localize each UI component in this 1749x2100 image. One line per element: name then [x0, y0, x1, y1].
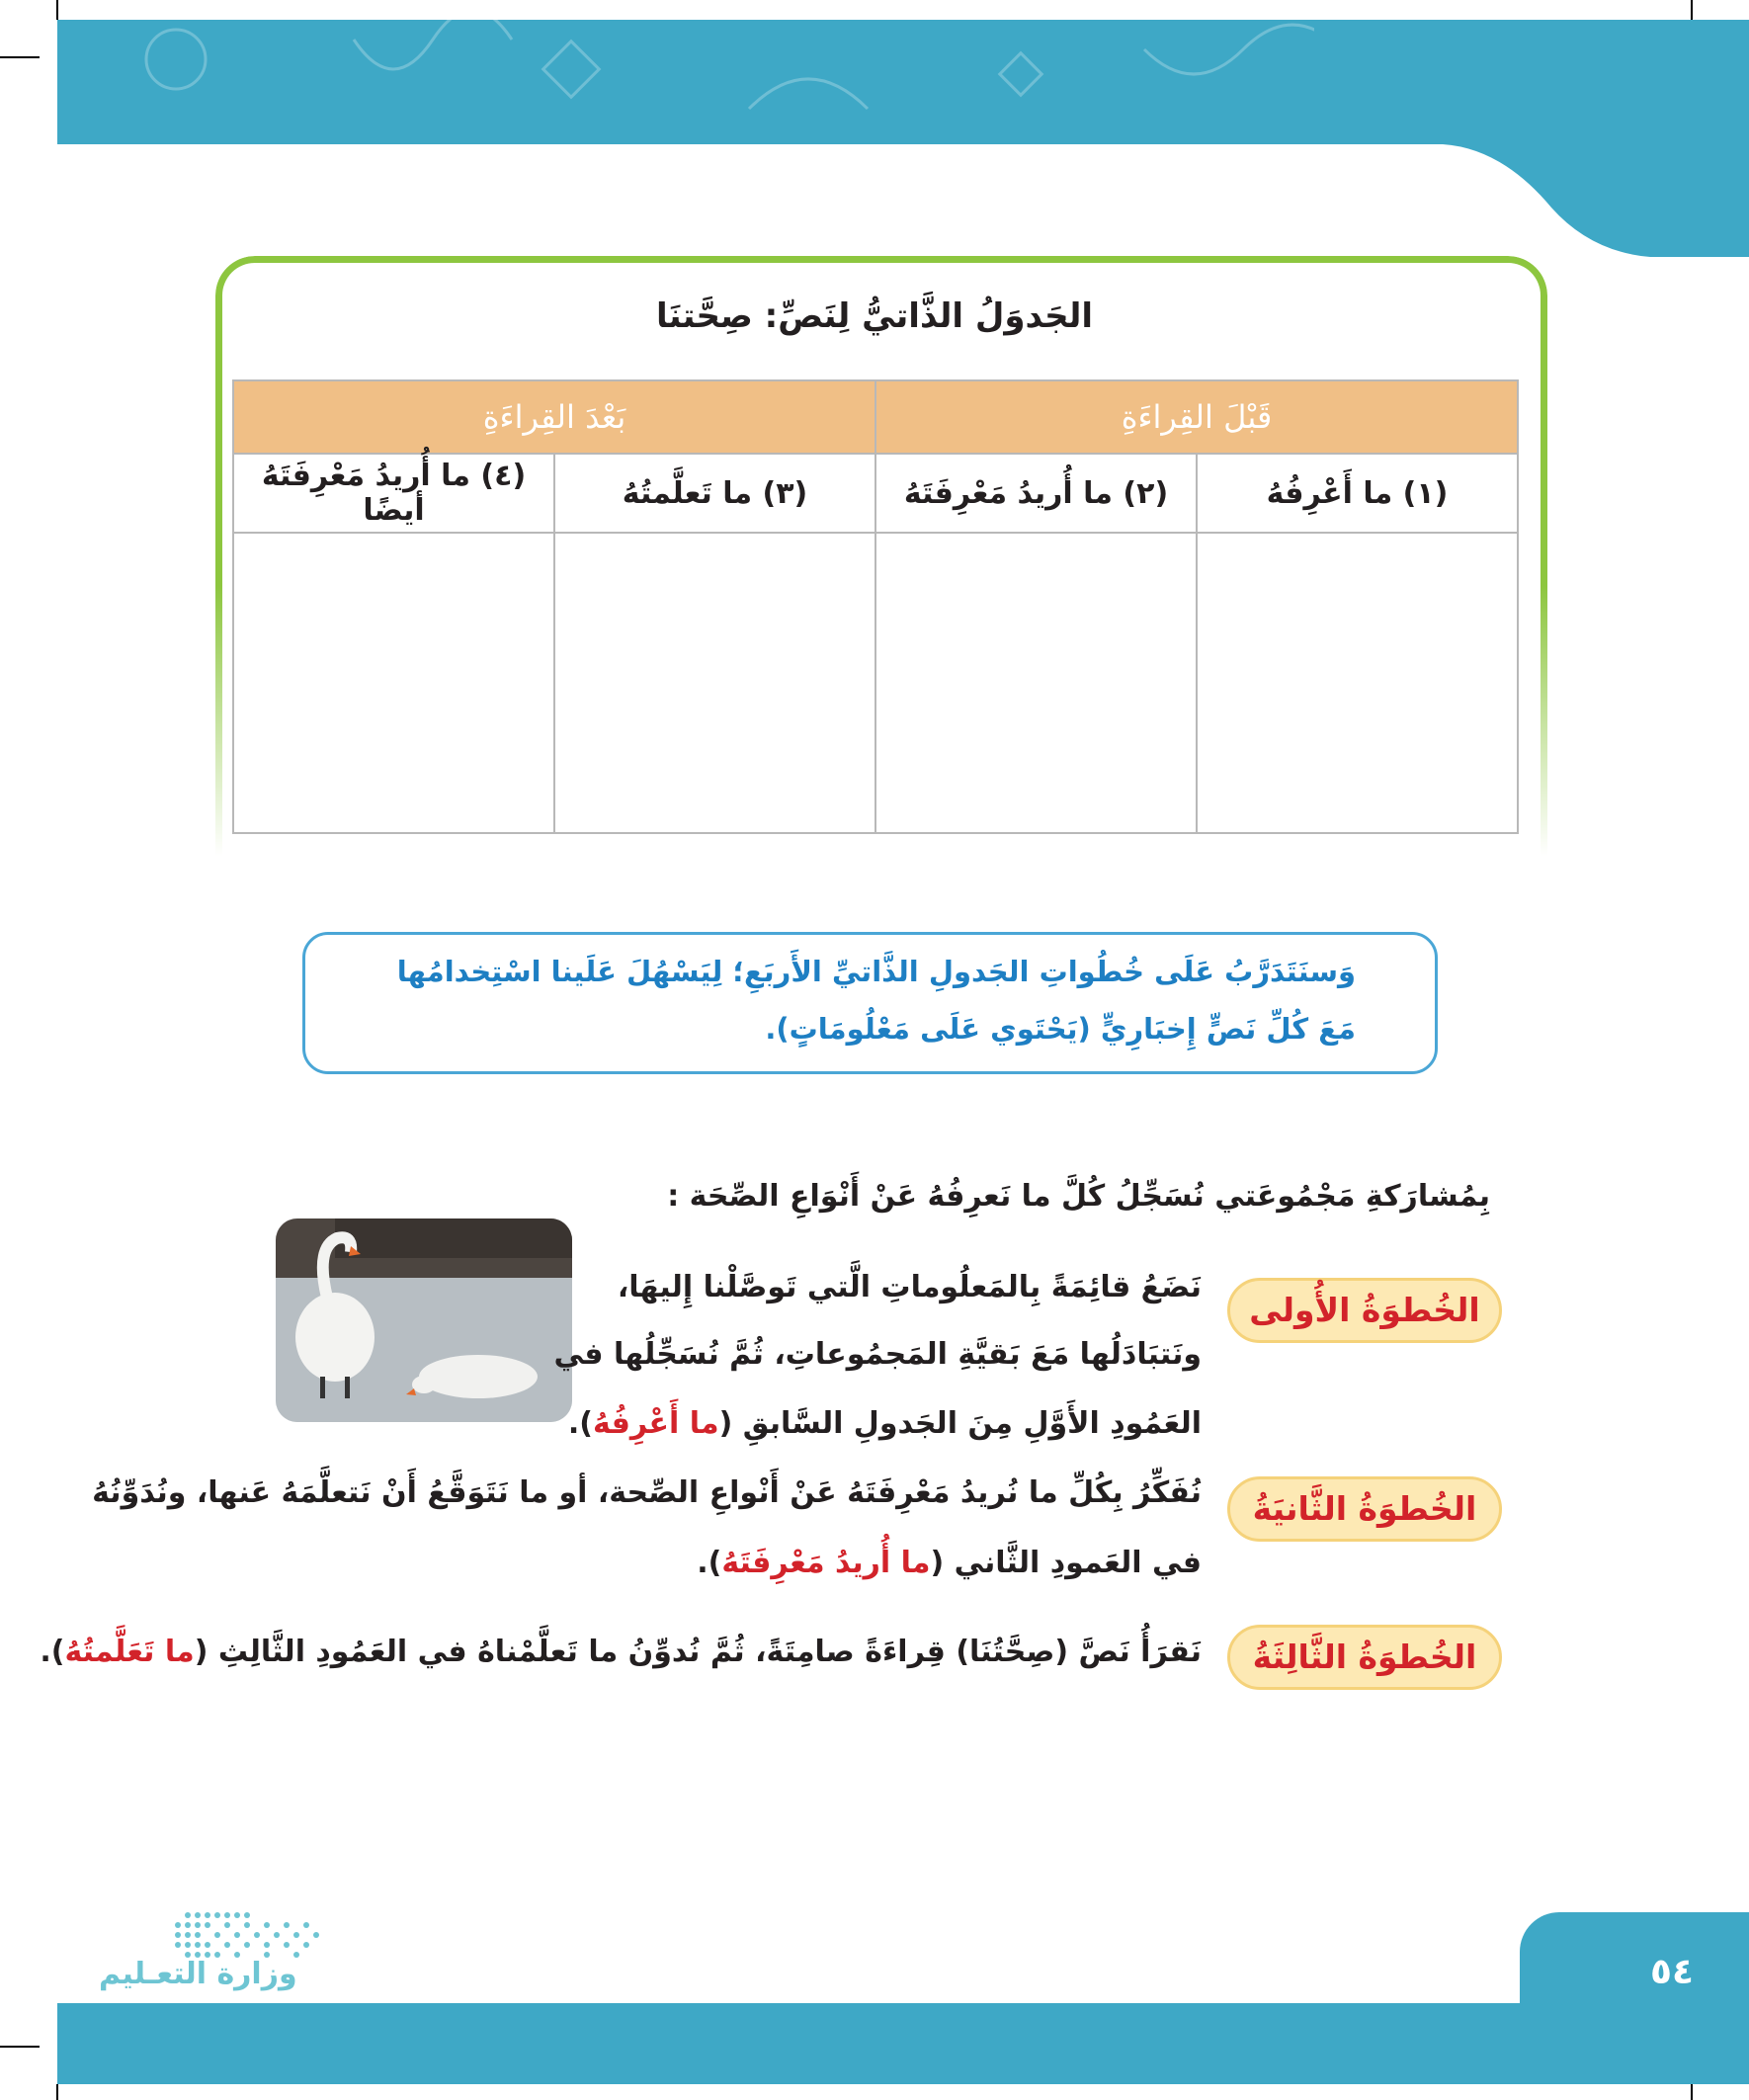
page-number-tab: [1520, 1912, 1749, 2031]
step-two-line-2-post: ).: [697, 1546, 722, 1580]
intro-text: بِمُشارَكةِ مَجْمُوعَتي نُسَجِّلُ كُلَّ ما نَعرِفُهُ عَنْ أَنْوَاعِ الصِّحَة :: [667, 1179, 1490, 1214]
crop-mark: [1691, 2084, 1693, 2100]
step-two-line-2: [697, 1546, 1202, 1580]
step-two-line-2-pre: في العَمودِ الثَّاني (: [930, 1546, 1202, 1580]
table-cell-want[interactable]: [875, 533, 1197, 833]
column-header-want-more: (٤) ما أُريدُ مَعْرِفَتَهُ أيضًا: [233, 454, 554, 533]
table-cell-learned[interactable]: [554, 533, 875, 833]
note-line-1: وَسنَتَدَرَّبُ عَلَى خُطُواتِ الجَدولِ الذَّاتيِّ الأَربَعِ؛ لِيَسْهُلَ عَلَينا اسْتِخدامُها: [396, 955, 1356, 988]
step-two-label: الخُطوَةُ الثَّانيَةُ: [1227, 1476, 1502, 1542]
note-box: [302, 932, 1438, 1074]
table-title: الجَدوَلُ الذَّاتيُّ لِنَصِّ: صِحَّتنَا: [655, 296, 1094, 336]
table-cell-want-more[interactable]: [233, 533, 554, 833]
note-line-2: مَعَ كُلِّ نَصٍّ إِخبَارِيٍّ (يَحْتَوي عَلَى مَعْلُومَاتٍ).: [765, 1012, 1356, 1046]
step-three-line-1-pre: نَقرَأُ نَصَّ (صِحَّتُنَا) قِراءَةً صامِتَةً، ثُمَّ نُدوِّنُ ما تَعلَّمْناهُ في العَمُودِ الثَّالِثِ (: [194, 1635, 1202, 1669]
crop-mark: [56, 0, 58, 20]
page-number: ٥٤: [1650, 1952, 1694, 1992]
step-one-highlight: ما أَعْرِفُهُ: [593, 1406, 719, 1441]
crop-mark: [1691, 0, 1693, 20]
group-header-after: بَعْدَ القِراءَةِ: [233, 380, 875, 454]
step-three-line-1-post: ).: [40, 1635, 65, 1669]
ministry-logo-text: وزارة التعـليم: [99, 1957, 297, 1991]
step-two-highlight: ما أُريدُ مَعْرِفَتَهُ: [721, 1546, 931, 1580]
table-cell-know[interactable]: [1197, 533, 1518, 833]
step-one-line-3: [568, 1406, 1202, 1441]
step-three-line-1: [40, 1635, 1202, 1669]
kwl-table: [232, 379, 1519, 834]
banner-wave: [1314, 20, 1749, 257]
step-two-line-1: نُفَكِّرُ بِكُلِّ ما نُريدُ مَعْرِفَتَهُ عَنْ أَنْواعِ الصِّحة، أو ما نَتَوَقَّعُ أَنْ نَتعلَّمَهُ عَنها، ونُدَوِّنُهُ: [92, 1475, 1202, 1510]
column-header-want: (٢) ما أُريدُ مَعْرِفَتَهُ: [875, 454, 1197, 533]
step-one-line-1: نَضَعُ قائِمَةً بِالمَعلُوماتِ الَّتي تَوصَّلْنا إِليهَا،: [617, 1270, 1202, 1304]
group-header-before: قَبْلَ القِراءَةِ: [875, 380, 1518, 454]
crop-mark: [56, 2084, 58, 2100]
step-one-line-3-post: ).: [567, 1406, 593, 1441]
swans-photo: [276, 1218, 572, 1422]
column-header-know: (١) ما أَعْرِفُهُ: [1197, 454, 1518, 533]
step-three-highlight: ما تَعَلَّمتُهُ: [64, 1635, 195, 1669]
crop-mark: [0, 2046, 40, 2048]
step-one-line-3-pre: العَمُودِ الأَوَّلِ مِنَ الجَدولِ السَّابقِ (: [718, 1406, 1202, 1441]
column-header-learned: (٣) ما تَعلَّمتُهُ: [554, 454, 875, 533]
step-three-label: الخُطوَةُ الثَّالِثَةُ: [1227, 1625, 1502, 1690]
step-one-line-2: ونَتبَادَلُها مَعَ بَقيَّةِ المَجمُوعاتِ، ثُمَّ نُسَجِّلُها في: [553, 1337, 1202, 1372]
step-one-label: الخُطوَةُ الأُولى: [1227, 1278, 1502, 1343]
crop-mark: [0, 56, 40, 58]
